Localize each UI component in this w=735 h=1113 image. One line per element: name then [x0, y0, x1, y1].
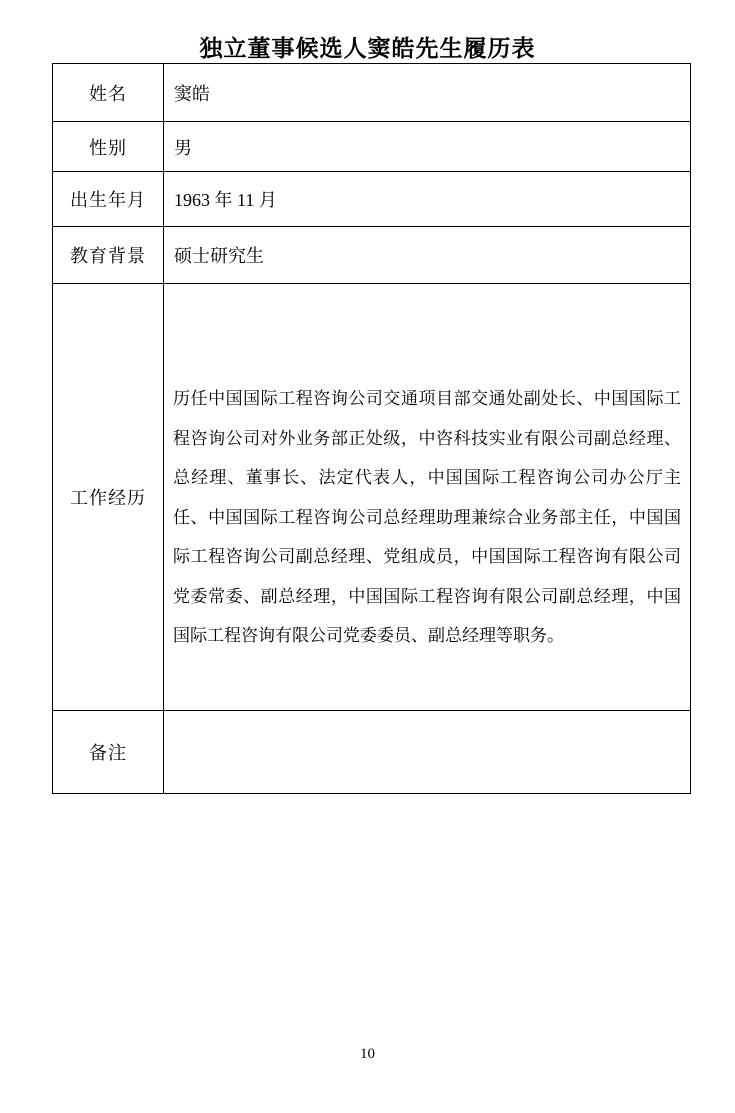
table-row-remarks — [53, 711, 691, 794]
row-label-birthdate: 出生年月 — [53, 172, 164, 227]
table-row-birthdate — [53, 172, 691, 227]
row-label-gender: 性别 — [53, 122, 164, 172]
row-label-education: 教育背景 — [53, 227, 164, 284]
row-label-work-experience: 工作经历 — [53, 284, 164, 711]
table-row-work-experience — [53, 284, 691, 711]
row-value-education: 硕士研究生 — [164, 227, 691, 284]
resume-table — [52, 63, 691, 794]
row-value-gender: 男 — [164, 122, 691, 172]
row-value-name: 窦皓 — [164, 64, 691, 122]
table-row-name — [53, 64, 691, 122]
page-number: 10 — [360, 1046, 375, 1062]
row-label-name: 姓名 — [53, 64, 164, 122]
row-label-remarks: 备注 — [53, 711, 164, 794]
row-value-birthdate: 1963 年 11 月 — [164, 172, 691, 227]
row-value-remarks — [164, 711, 691, 794]
row-value-work-experience: 历任中国国际工程咨询公司交通项目部交通处副处长、中国国际工程咨询公司对外业务部正处级，中咨科技实业有限公司副总经理、总经理、董事长、法定代表人，中国国际工程咨询公司办公厅主任、中国国际工程咨询公司总经理助理兼综合业务部主任，中国国际工程咨询公司副总经理、党组成员，中国国际工程咨询有限公司党委常委、副总经理，中国国际工程咨询有限公司副总经理，中国国际工程咨询有限公司党委委员、副总经理等职务。 — [164, 284, 691, 711]
table-row-education — [53, 227, 691, 284]
table-row-gender — [53, 122, 691, 172]
page-title: 独立董事候选人窦皓先生履历表 — [199, 36, 536, 61]
